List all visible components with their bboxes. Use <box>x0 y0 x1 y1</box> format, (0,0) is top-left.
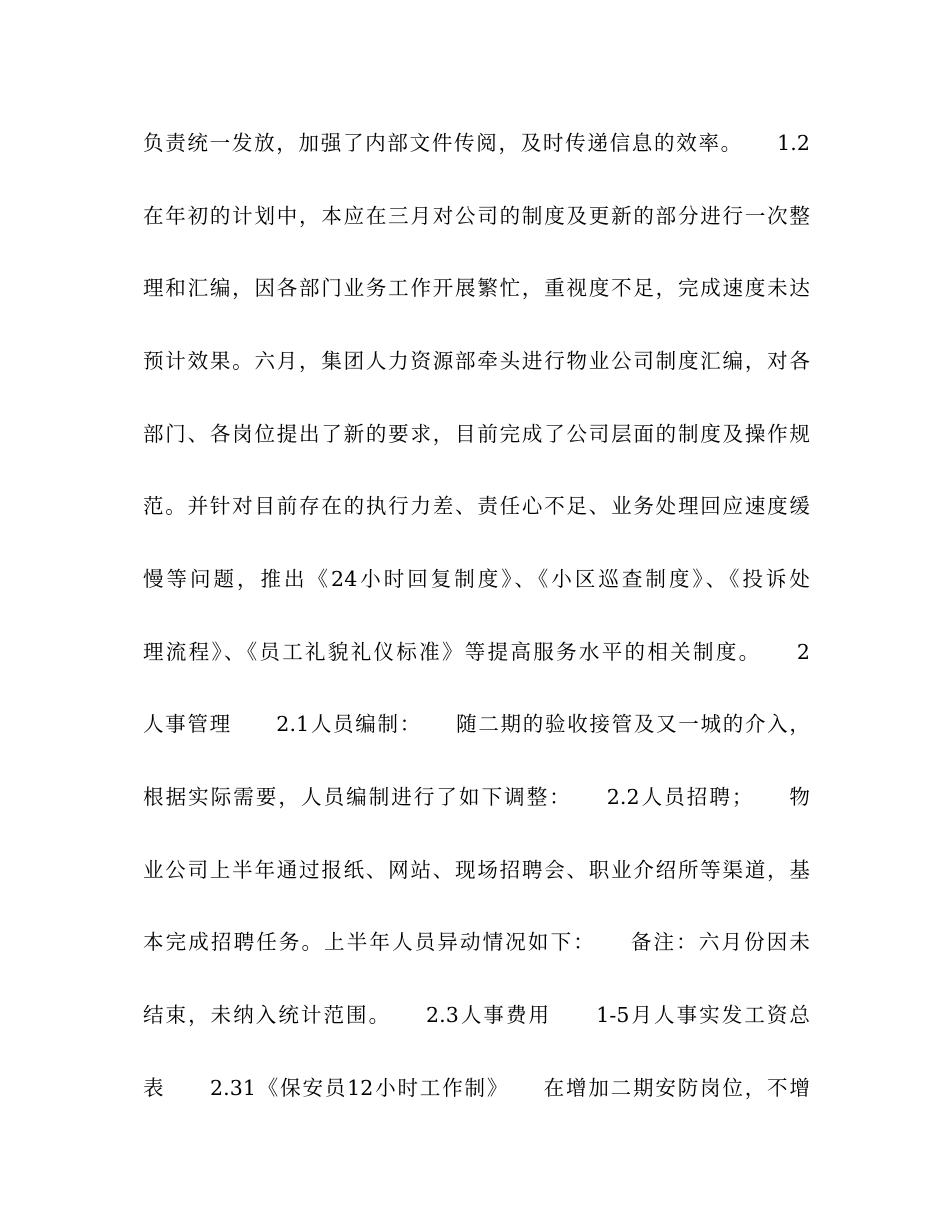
text-line: 预计效果。六月，集团人力资源部牵头进行物业公司制度汇编，对各 <box>143 349 810 373</box>
text-line: 理流程》、《员工礼貌礼仪标准》等提高服务水平的相关制度。 2 <box>143 640 810 664</box>
text-line: 结束，未纳入统计范围。 2.3人事费用 1-5月人事实发工资总 <box>143 1003 810 1027</box>
text-line: 部门、各岗位提出了新的要求，目前完成了公司层面的制度及操作规 <box>143 422 810 446</box>
text-line: 表 2.31《保安员12小时工作制》 在增加二期安防岗位，不增 <box>143 1076 810 1100</box>
text-line: 人事管理 2.1人员编制： 随二期的验收接管及又一城的介入， <box>143 712 810 736</box>
text-line: 根据实际需要，人员编制进行了如下调整： 2.2人员招聘； 物 <box>143 785 810 809</box>
text-line: 范。并针对目前存在的执行力差、责任心不足、业务处理回应速度缓 <box>143 494 810 518</box>
text-line: 本完成招聘任务。上半年人员异动情况如下： 备注：六月份因未 <box>143 930 810 954</box>
text-line: 负责统一发放，加强了内部文件传阅，及时传递信息的效率。 1.2 <box>143 131 810 155</box>
text-line: 理和汇编，因各部门业务工作开展繁忙，重视度不足，完成速度未达 <box>143 276 810 300</box>
text-line: 在年初的计划中，本应在三月对公司的制度及更新的部分进行一次整 <box>143 204 810 228</box>
text-line: 慢等问题，推出《24小时回复制度》、《小区巡查制度》、《投诉处 <box>143 567 810 591</box>
text-line: 业公司上半年通过报纸、网站、现场招聘会、职业介绍所等渠道，基 <box>143 858 810 882</box>
